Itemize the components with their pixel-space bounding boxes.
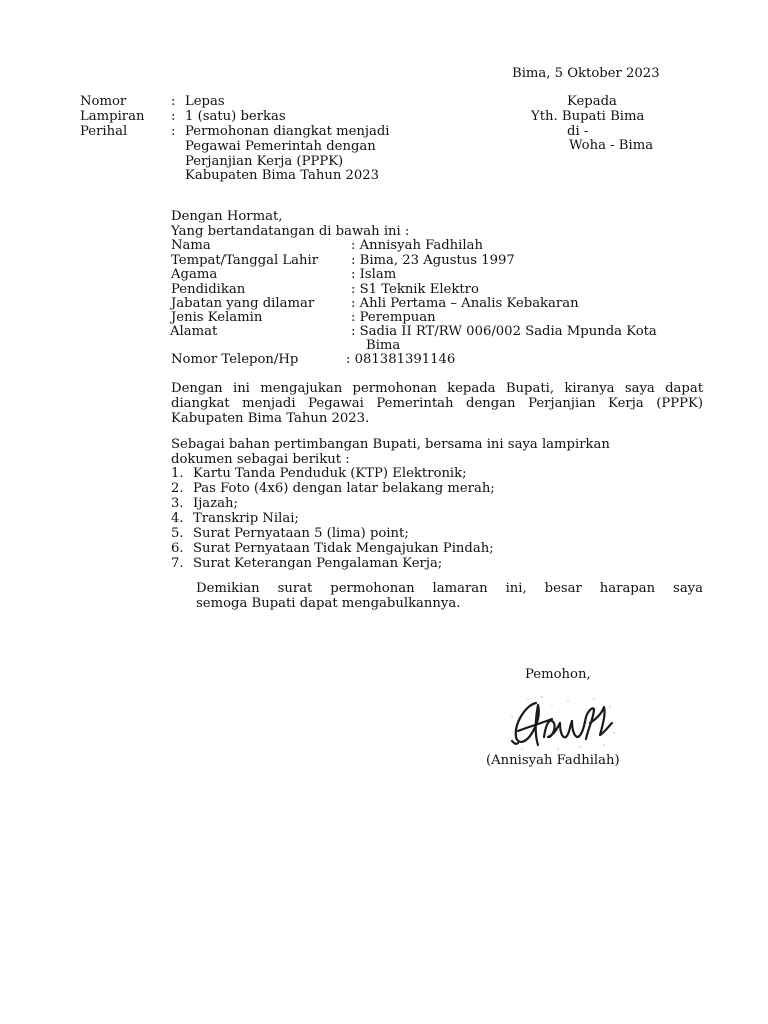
field-value: : Islam	[351, 267, 397, 282]
closing-paragraph	[196, 581, 703, 611]
lampiran-colon: :	[171, 109, 176, 124]
perihal-colon: :	[171, 124, 176, 139]
greeting: Dengan Hormat,	[171, 209, 283, 224]
field-label: Nama	[171, 238, 211, 253]
lampiran-label: Lampiran	[80, 109, 145, 124]
recipient-di: di -	[567, 124, 589, 139]
intro-line: Yang bertandatangan di bawah ini :	[171, 224, 410, 239]
field-label: Jabatan yang dilamar	[171, 296, 315, 311]
letter-date: Bima, 5 Oktober 2023	[512, 66, 660, 81]
list-text: Ijazah;	[193, 496, 238, 511]
list-text: Kartu Tanda Penduduk (KTP) Elektronik;	[193, 466, 467, 481]
list-item	[171, 526, 495, 541]
nomor-label: Nomor	[80, 94, 127, 109]
list-item	[171, 541, 495, 556]
field-value: : Bima, 23 Agustus 1997	[351, 253, 515, 268]
paragraph-line: Sebagai bahan pertimbangan Bupati, bersama ini saya lampirkan	[171, 437, 610, 452]
field-value-continuation: Bima	[366, 338, 401, 353]
field-value: : 081381391146	[346, 352, 456, 367]
list-item	[171, 481, 495, 496]
list-text: Pas Foto (4x6) dengan latar belakang merah;	[193, 481, 495, 496]
list-item	[171, 496, 495, 511]
field-label: Jenis Kelamin	[171, 310, 263, 325]
signature-strokes	[512, 703, 612, 745]
list-item	[171, 511, 495, 526]
paragraph-line: Kabupaten Bima Tahun 2023.	[171, 411, 370, 426]
field-label: Agama	[171, 267, 218, 282]
field-value: : S1 Teknik Elektro	[351, 282, 479, 297]
signature-name: (Annisyah Fadhilah)	[486, 753, 620, 768]
paragraph-request	[171, 381, 703, 426]
list-number: 5.	[171, 526, 184, 541]
field-value: : Perempuan	[351, 310, 436, 325]
paragraph-line: semoga Bupati dapat mengabulkannya.	[196, 596, 461, 611]
list-number: 1.	[171, 466, 184, 481]
perihal-line: Permohonan diangkat menjadi	[185, 124, 390, 139]
field-value: : Ahli Pertama – Analis Kebakaran	[351, 296, 579, 311]
paragraph-line: dokumen sebagai berikut :	[171, 452, 350, 467]
signature-paper-texture	[511, 696, 614, 750]
list-text: Transkrip Nilai;	[193, 511, 299, 526]
field-label: Alamat	[170, 324, 218, 339]
recipient-yth: Yth. Bupati Bima	[531, 109, 645, 124]
field-label: Nomor Telepon/Hp	[171, 352, 299, 367]
list-number: 7.	[171, 556, 184, 571]
lampiran-value: 1 (satu) berkas	[185, 109, 286, 124]
paragraph-line: Demikian surat permohonan lamaran ini, besar harapan saya	[196, 581, 703, 596]
perihal-line: Pegawai Pemerintah dengan	[185, 139, 376, 154]
handwritten-signature	[508, 693, 618, 753]
list-text: Surat Keterangan Pengalaman Kerja;	[193, 556, 443, 571]
list-number: 2.	[171, 481, 184, 496]
recipient-kepada: Kepada	[567, 94, 617, 109]
recipient-place: Woha - Bima	[569, 138, 654, 153]
field-label: Tempat/Tanggal Lahir	[171, 253, 319, 268]
list-number: 6.	[171, 541, 184, 556]
attachment-list	[171, 466, 495, 571]
list-item	[171, 466, 495, 481]
perihal-label: Perihal	[80, 124, 128, 139]
field-label: Pendidikan	[171, 282, 246, 297]
list-text: Surat Pernyataan Tidak Mengajukan Pindah;	[193, 541, 494, 556]
paragraph-line: diangkat menjadi Pegawai Pemerintah dengan Perjanjian Kerja (PPPK)	[171, 396, 703, 411]
list-number: 4.	[171, 511, 184, 526]
field-value: : Sadia II RT/RW 006/002 Sadia Mpunda Kota	[351, 324, 657, 339]
nomor-value: Lepas	[185, 94, 225, 109]
perihal-line: Perjanjian Kerja (PPPK)	[185, 154, 344, 169]
paragraph-line: Dengan ini mengajukan permohonan kepada Bupati, kiranya saya dapat	[171, 381, 703, 396]
paragraph-attachments-intro	[171, 437, 691, 467]
signature-role: Pemohon,	[525, 667, 591, 682]
list-text: Surat Pernyataan 5 (lima) point;	[193, 526, 409, 541]
perihal-line: Kabupaten Bima Tahun 2023	[185, 168, 380, 183]
field-value: : Annisyah Fadhilah	[351, 238, 483, 253]
list-number: 3.	[171, 496, 184, 511]
list-item	[171, 556, 495, 571]
nomor-colon: :	[171, 94, 176, 109]
